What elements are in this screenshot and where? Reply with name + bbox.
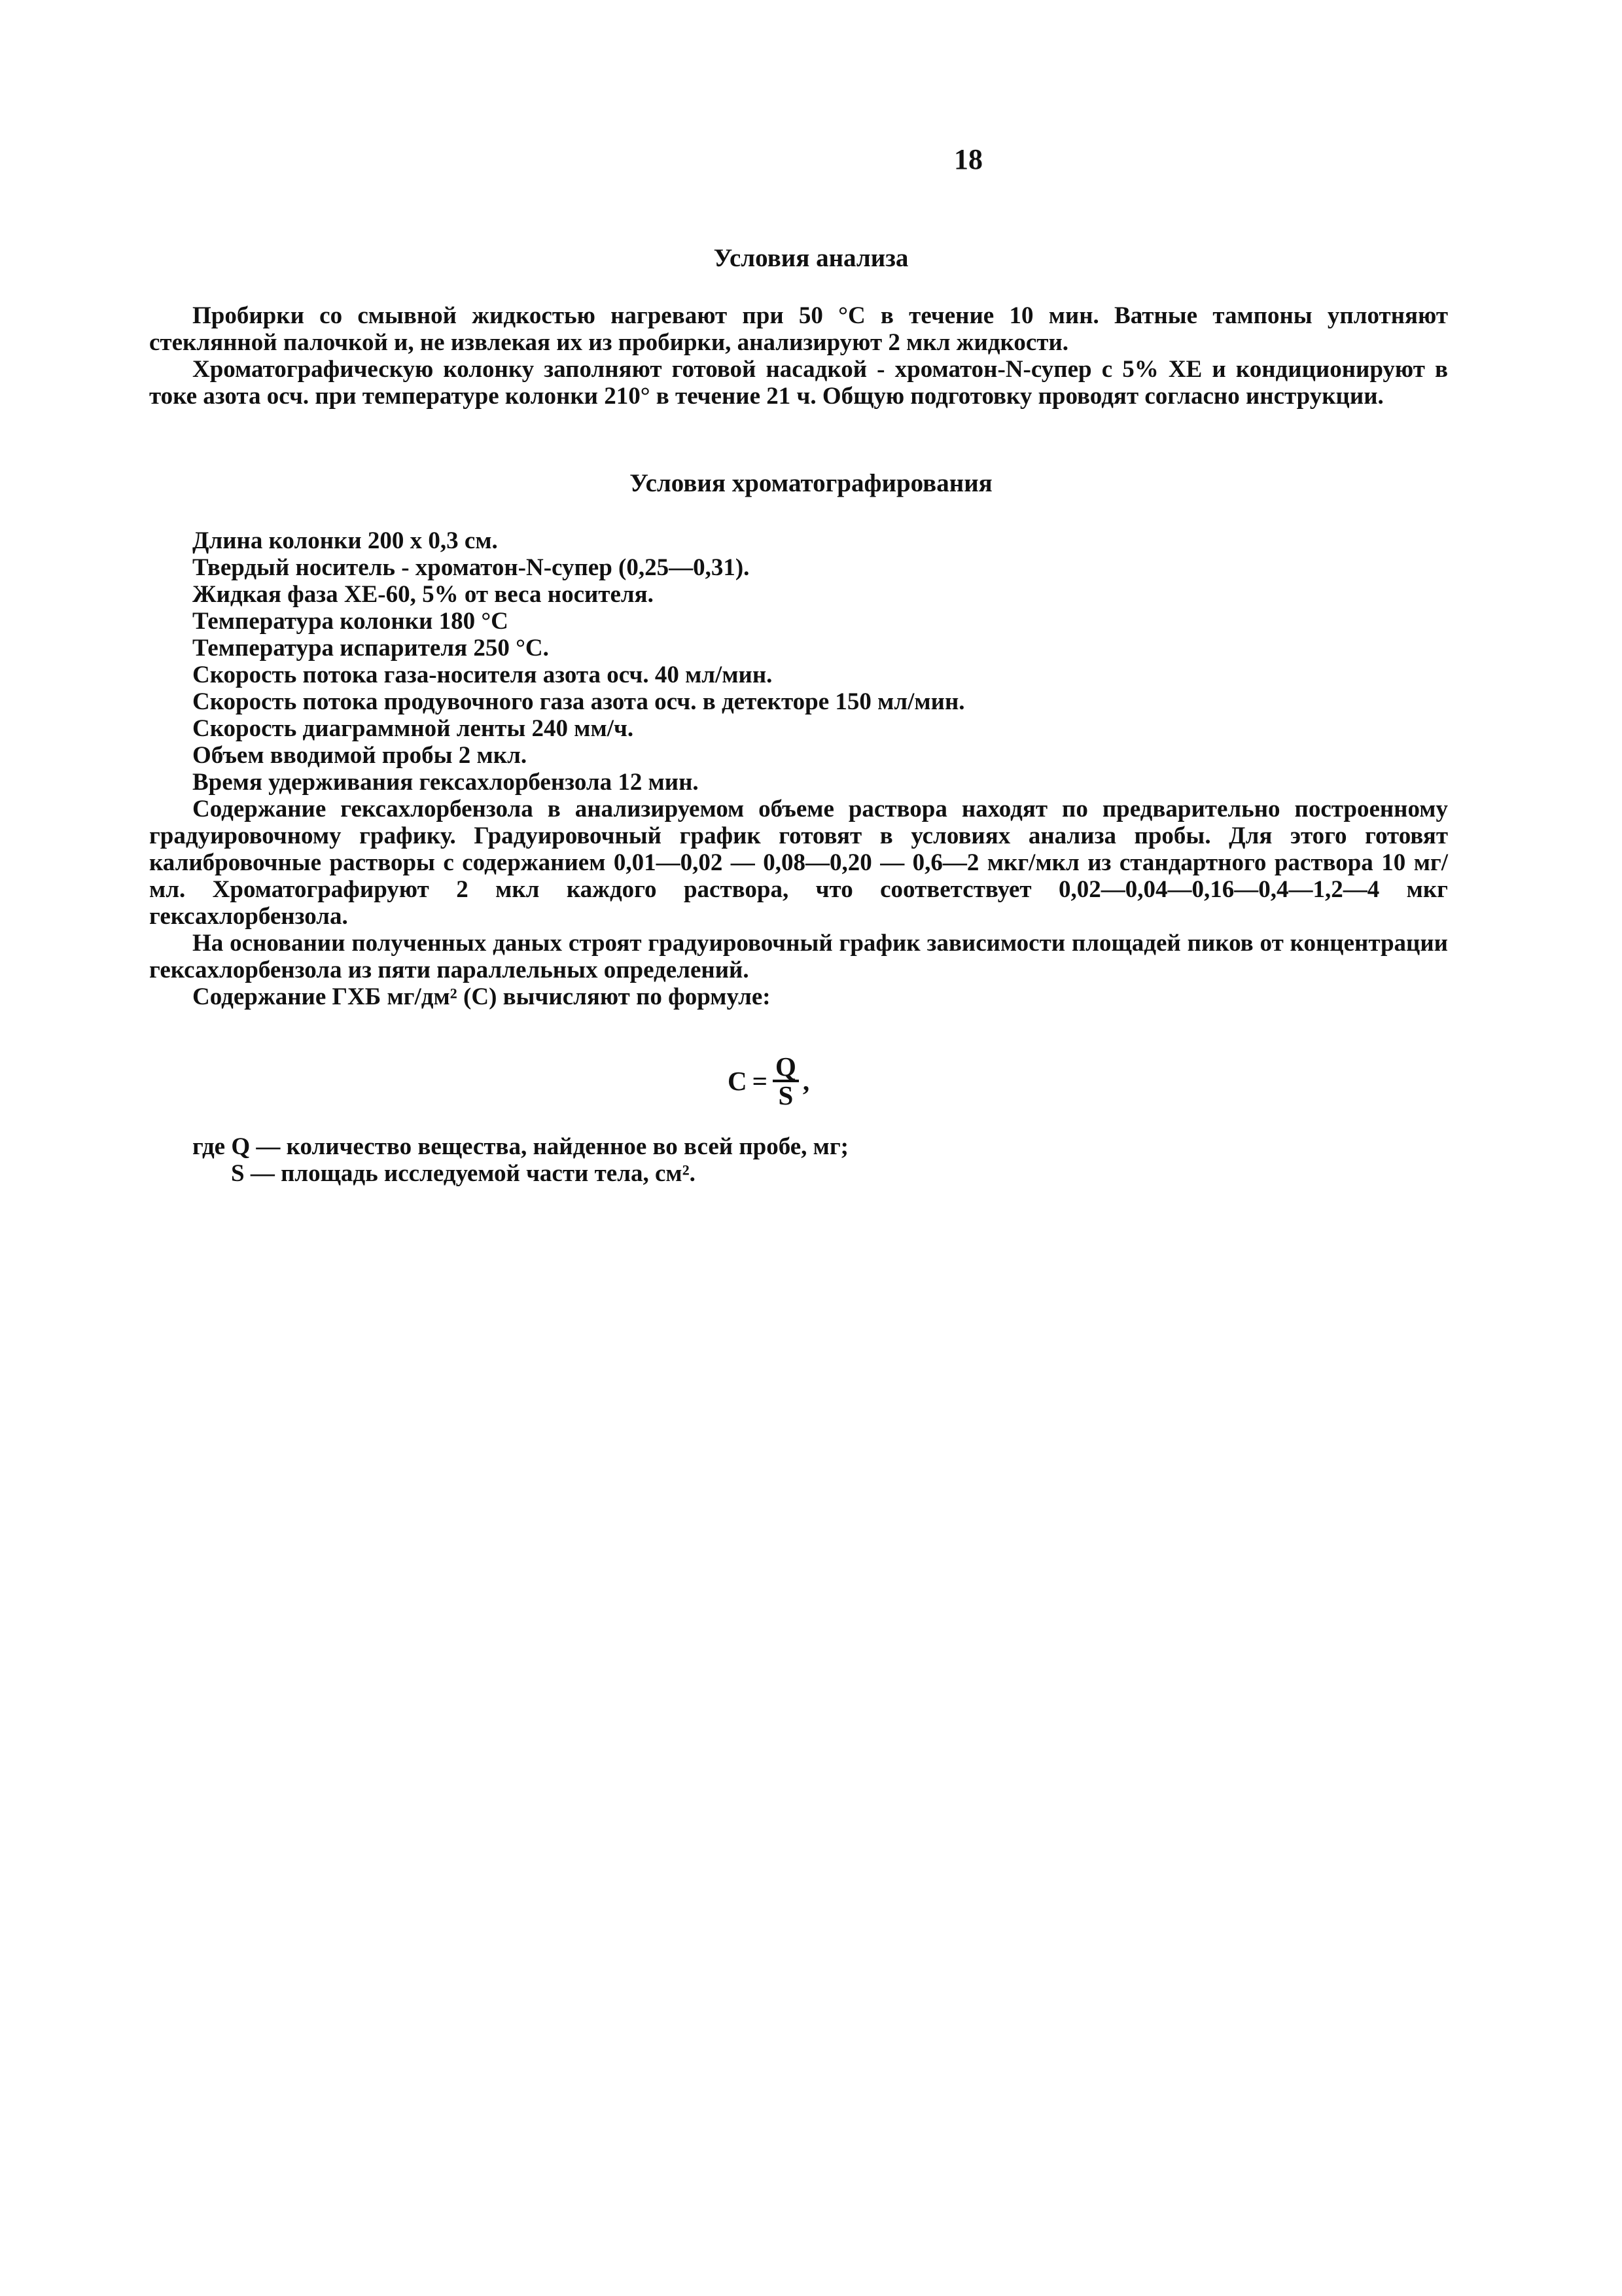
param-column-length: Длина колонки 200 х 0,3 см.: [192, 527, 498, 554]
paragraph-calibration-graph: На основании полученных даных строят градуировочный график зависимости площадей пиков от концентрации гексахлорбензола из пяти параллельных определений.: [149, 930, 1448, 983]
param-liquid-phase: Жидкая фаза ХЕ-60, 5% от веса носителя.: [192, 581, 654, 608]
param-purge-gas-flow: Скорость потока продувочного газа азота осч. в детекторе 150 мл/мин.: [192, 688, 965, 715]
formula-legend: [149, 1133, 1448, 1187]
formula: [728, 1053, 809, 1108]
section-heading-analysis-conditions: Условия анализа: [713, 244, 909, 272]
param-chart-speed: Скорость диаграммной ленты 240 мм/ч.: [192, 715, 634, 742]
formula-equals: =: [752, 1066, 767, 1096]
param-evaporator-temperature: Температура испарителя 250 °С.: [192, 635, 549, 662]
paragraph: Хроматографическую колонку заполняют готовой насадкой - хроматон-N-супер с 5% ХЕ и кондиционируют в токе азота осч. при температуре колонки 210° в течение 21 ч. Общую подготовку проводят согласно инструкции.: [149, 356, 1448, 410]
formula-fraction: [773, 1053, 799, 1108]
page-number: 18: [954, 143, 983, 175]
formula-comma: ,: [802, 1066, 810, 1096]
param-column-temperature: Температура колонки 180 °С: [192, 608, 508, 635]
legend-line-q: где Q — количество вещества, найденное во всей пробе, мг;: [192, 1133, 849, 1160]
param-carrier-gas-flow: Скорость потока газа-носителя азота осч. 40 мл/мин.: [192, 662, 773, 688]
section-heading-chromatography-conditions: Условия хроматографирования: [629, 469, 993, 497]
legend-line-s: S — площадь исследуемой части тела, см².: [231, 1160, 696, 1187]
paragraph-formula-intro: Содержание ГХБ мг/дм² (С) вычисляют по формуле:: [192, 983, 771, 1010]
param-retention-time: Время удерживания гексахлорбензола 12 мин.: [192, 769, 699, 796]
analysis-conditions-text: [149, 302, 1448, 410]
paragraph-calibration: Содержание гексахлорбензола в анализируемом объеме раствора находят по предварительно построенному градуировочному графику. Градуировочный график готовят в условиях анализа пробы. Для этого готовят калибровочные растворы с содержанием 0,01—0,02 — 0,08—0,20 — 0,6—2 мкг/мкл из стандартного раствора 10 мг/мл. Хроматографируют 2 мкл каждого раствора, что соответствует 0,02—0,04—0,16—0,4—1,2—4 мкг гексахлорбензола.: [149, 796, 1448, 930]
chromatography-conditions-text: [149, 527, 1448, 1010]
param-solid-carrier: Твердый носитель - хроматон-N-супер (0,25—0,31).: [192, 554, 750, 581]
formula-numerator: Q: [773, 1053, 799, 1082]
formula-denominator: S: [778, 1080, 794, 1110]
param-sample-volume: Объем вводимой пробы 2 мкл.: [192, 742, 527, 769]
paragraph: Пробирки со смывной жидкостью нагревают при 50 °С в течение 10 мин. Ватные тампоны уплотняют стеклянной палочкой и, не извлекая их из пробирки, анализируют 2 мкл жидкости.: [149, 302, 1448, 356]
formula-lhs: С: [728, 1066, 747, 1096]
